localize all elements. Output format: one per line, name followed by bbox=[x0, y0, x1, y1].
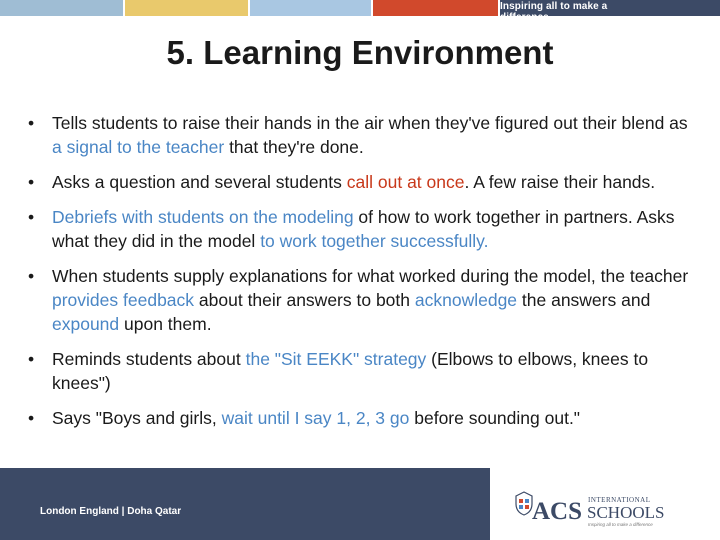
bullet-text: When students supply explanations for what worked during the model, the teacher bbox=[52, 266, 689, 286]
logo-acs-text: ACS bbox=[532, 498, 583, 525]
footer-bar bbox=[0, 468, 720, 540]
top-bar-segment-yellow bbox=[125, 0, 248, 16]
bullet-text: . A few raise their hands. bbox=[464, 172, 656, 192]
header-tagline: Inspiring all to make a difference bbox=[500, 1, 608, 23]
bullet-dot: • bbox=[28, 349, 35, 369]
top-bar-segment-navy bbox=[500, 0, 720, 23]
top-bar-segment-light-blue bbox=[250, 0, 371, 16]
bullet-highlight: provides feedback bbox=[52, 290, 195, 310]
logo-tagline: Inspiring all to make a difference bbox=[588, 522, 653, 527]
bullet-dot: • bbox=[28, 266, 35, 286]
bullet-highlight: the "Sit EEKK" strategy bbox=[245, 349, 427, 369]
bullet-list bbox=[28, 111, 700, 441]
bullet-text: Asks a question and several students bbox=[52, 172, 347, 192]
bullet-dot: • bbox=[28, 408, 35, 428]
logo-schools-text: SCHOOLS bbox=[587, 503, 665, 522]
bullet-text: before sounding out." bbox=[409, 408, 581, 428]
slide-title: 5. Learning Environment bbox=[166, 34, 554, 71]
bullet-item bbox=[28, 205, 700, 253]
bullet-highlight: call out at once bbox=[346, 172, 465, 192]
top-color-bar bbox=[0, 0, 720, 23]
bullet-highlight: acknowledge bbox=[414, 290, 518, 310]
bullet-text: (Elbows to elbows, knees to knees") bbox=[52, 349, 649, 393]
bullet-text: Reminds students about bbox=[52, 349, 246, 369]
top-bar-segment-blue bbox=[0, 0, 123, 16]
bullet-item bbox=[28, 264, 700, 336]
bullet-highlight: a signal to the teacher bbox=[52, 137, 225, 157]
bullet-highlight: wait until I say 1, 2, 3 go bbox=[221, 408, 410, 428]
bullet-item bbox=[28, 347, 700, 395]
bullet-text: the answers and bbox=[517, 290, 651, 310]
bullet-item bbox=[28, 406, 700, 430]
bullet-dot: • bbox=[28, 172, 35, 192]
bullet-text: Says "Boys and girls, bbox=[52, 408, 222, 428]
top-bar-segment-red bbox=[373, 0, 498, 16]
bullet-text: about their answers to both bbox=[194, 290, 415, 310]
footer-navy-panel bbox=[0, 468, 490, 540]
footer-logo-panel bbox=[490, 468, 720, 540]
footer-location: London England | Doha Qatar bbox=[40, 506, 182, 517]
bullet-text: that they're done. bbox=[224, 137, 364, 157]
bullet-text: of how to work together in partners. Asks what they did in the model bbox=[52, 207, 675, 251]
bullet-highlight: expound bbox=[52, 314, 120, 334]
bullet-item bbox=[28, 170, 700, 194]
bullet-dot: • bbox=[28, 207, 35, 227]
bullet-dot: • bbox=[28, 113, 35, 133]
school-crest-icon bbox=[515, 490, 533, 521]
bullet-item bbox=[28, 111, 700, 159]
logo-international-text: INTERNATIONAL bbox=[588, 496, 651, 504]
bullet-highlight: Debriefs with students on the modeling bbox=[52, 207, 354, 227]
bullet-text: upon them. bbox=[119, 314, 212, 334]
bullet-text: Tells students to raise their hands in the air when they've figured out their blend as bbox=[52, 113, 688, 133]
bullet-highlight: to work together successfully. bbox=[260, 231, 489, 251]
